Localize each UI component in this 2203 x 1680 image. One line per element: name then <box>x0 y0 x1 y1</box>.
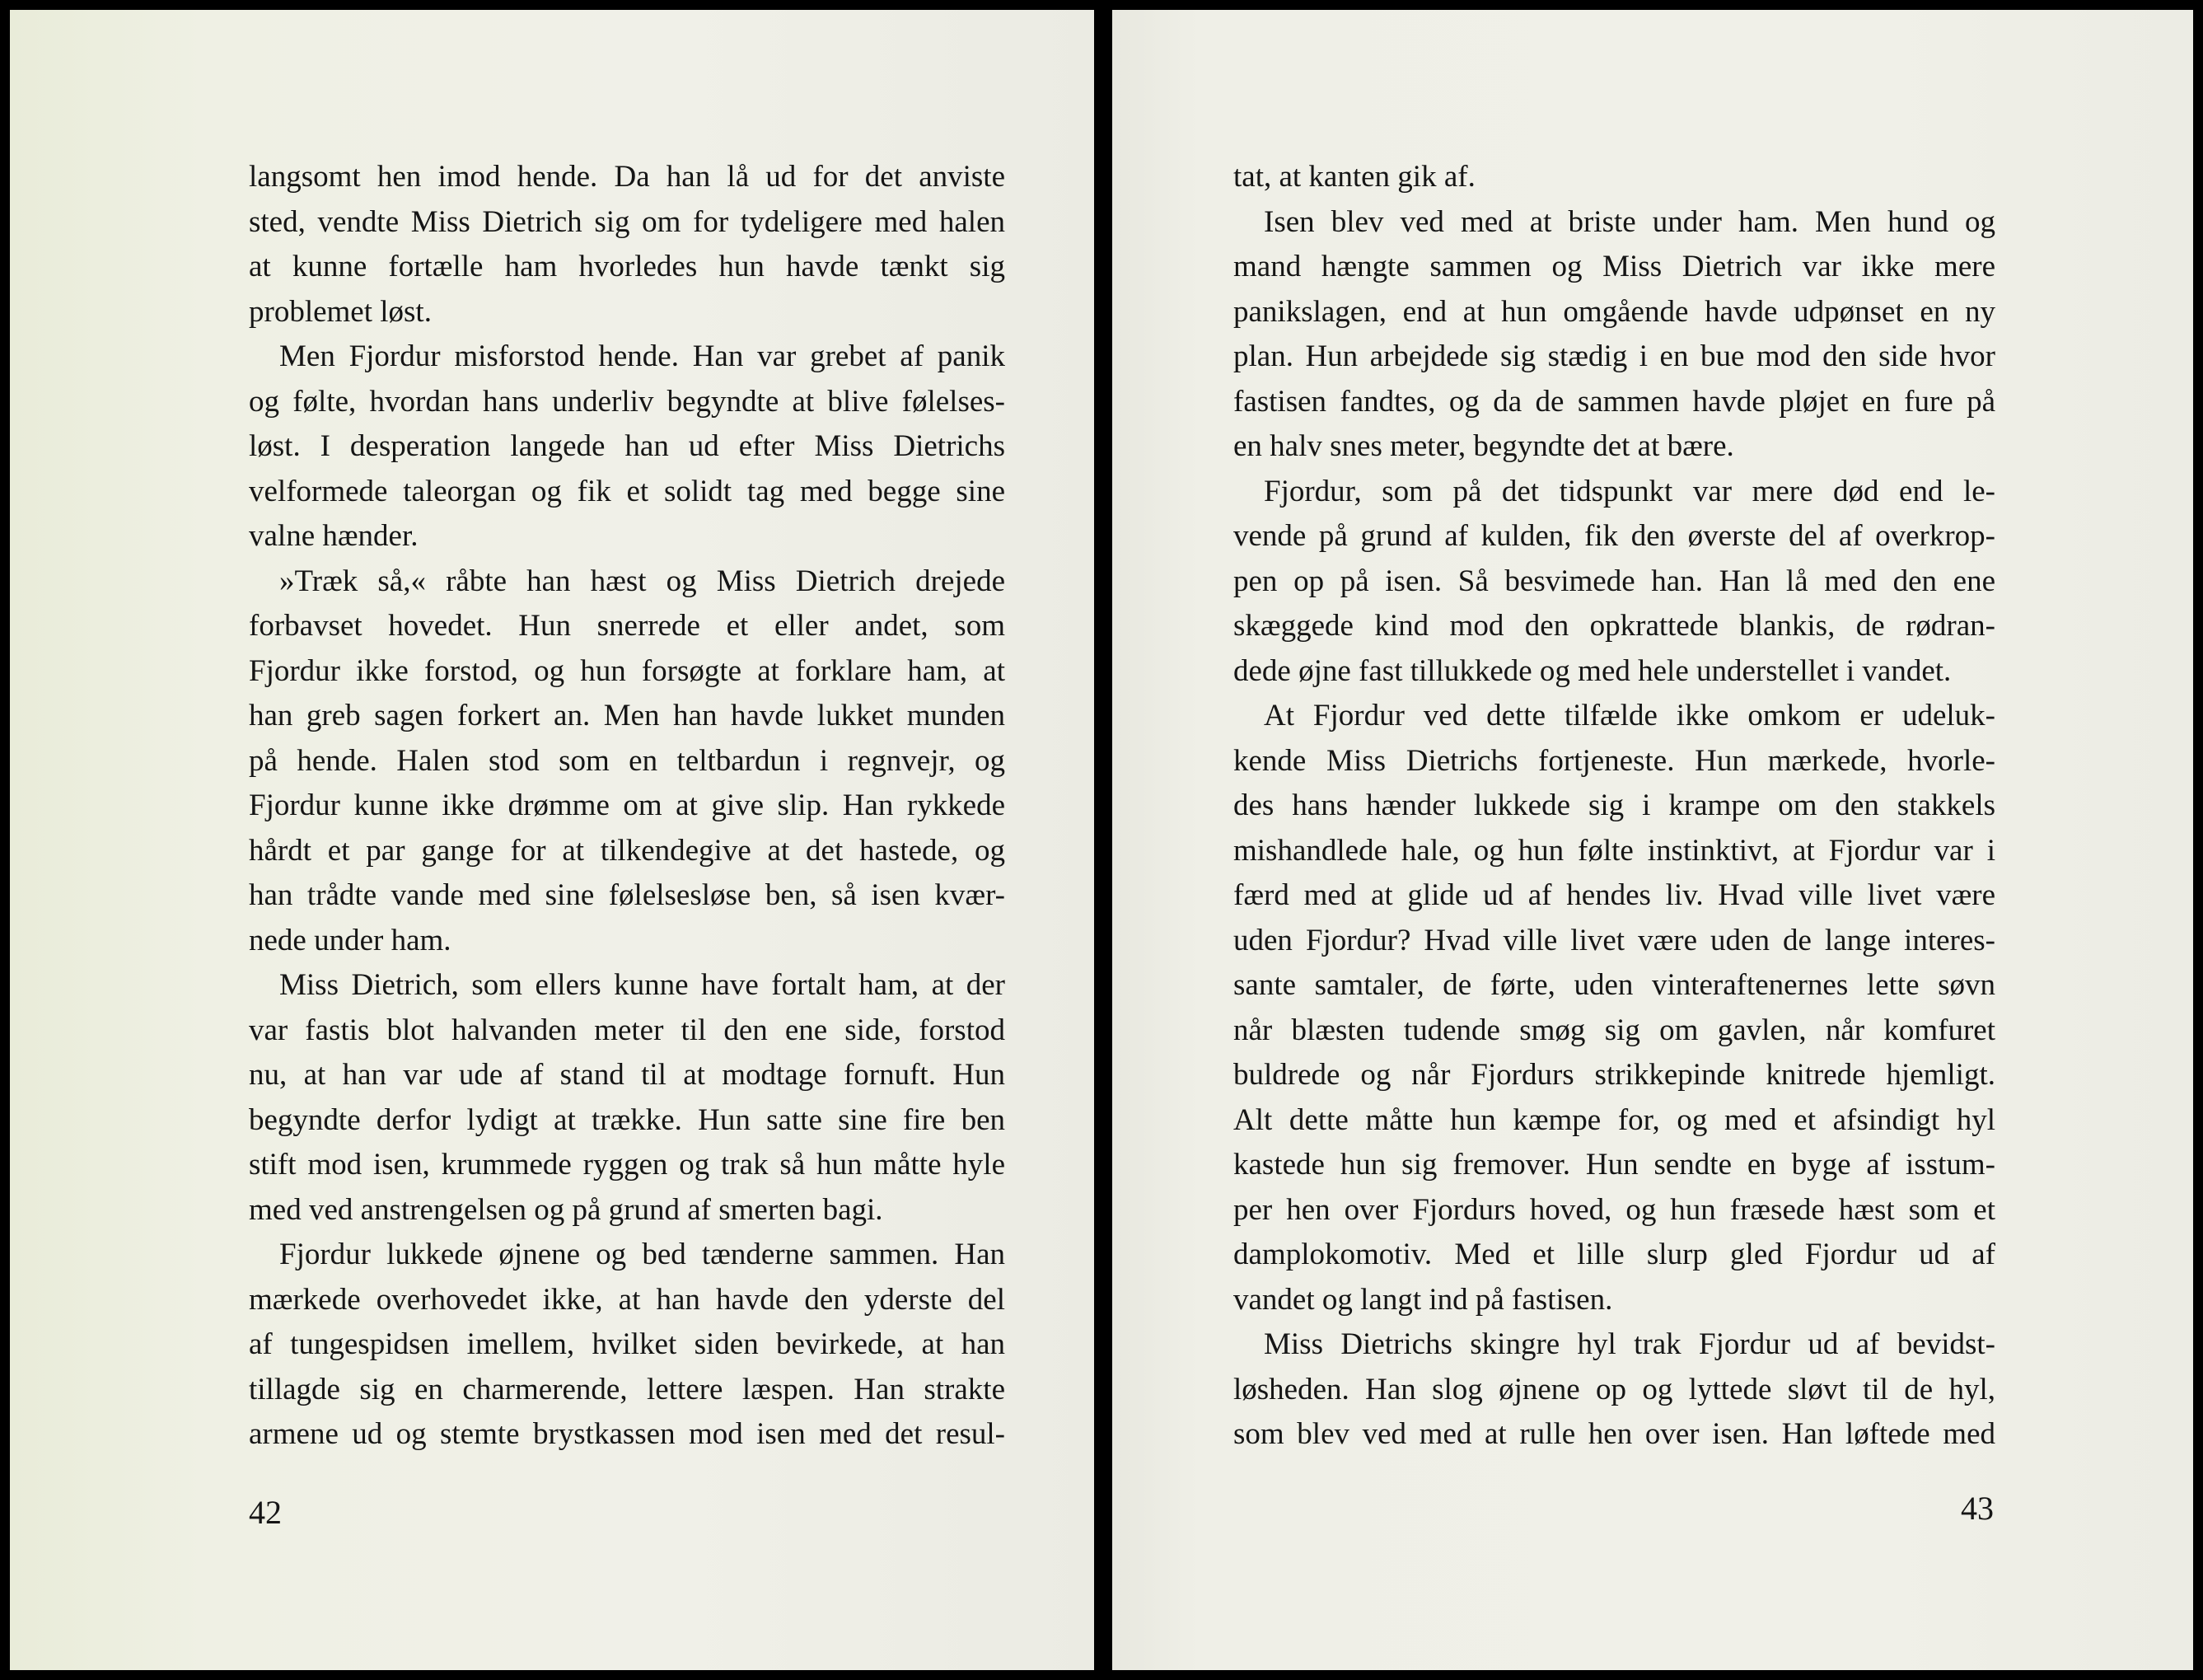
paragraph <box>1233 155 1995 200</box>
text-line: kastede hun sig fremover. Hun sendte en byge af isstum- <box>1233 1148 1995 1182</box>
text-line: problemet løst. <box>249 294 432 329</box>
text-line: damplokomotiv. Med et lille slurp gled Fjordur ud af <box>1233 1238 1995 1271</box>
text-line: vandet og langt ind på fastisen. <box>1233 1282 1613 1317</box>
text-line: en halv snes meter, begyndte det at bære. <box>1233 429 1734 463</box>
paragraph <box>249 559 1005 964</box>
text-line: nede under ham. <box>249 923 451 957</box>
text-line: løst. I desperation langede han ud efter Miss Dietrichs <box>249 429 1005 463</box>
text-line: Isen blev ved med at briste under ham. Men hund og <box>1264 204 1995 239</box>
text-line: på hende. Halen stod som en teltbardun i regnvejr, og <box>249 743 1005 778</box>
text-line: begyndte derfor lydigt at trække. Hun satte sine fire ben <box>249 1102 1005 1137</box>
text-line: uden Fjordur? Hvad ville livet være uden de lange interes- <box>1233 923 1995 957</box>
right-page-body <box>1233 155 1995 1458</box>
text-line: buldrede og når Fjordurs strikkepinde knitrede hjemligt. <box>1233 1058 1995 1092</box>
paragraph <box>249 155 1005 335</box>
text-line: stift mod isen, krummede ryggen og trak så hun måtte hyle <box>249 1148 1005 1182</box>
text-line: Fjordur ikke forstod, og hun forsøgte at forklare ham, at <box>249 653 1005 688</box>
text-line: med ved anstrengelsen og på grund af smerten bagi. <box>249 1192 883 1227</box>
text-line: Men Fjordur misforstod hende. Han var grebet af panik <box>279 339 1005 373</box>
text-line: plan. Hun arbejdede sig stædig i en bue mod den side hvor <box>1233 339 1995 373</box>
right-page-number: 43 <box>1961 1490 1994 1527</box>
text-line: valne hænder. <box>249 519 419 553</box>
text-line: langsomt hen imod hende. Da han lå ud for det anviste <box>249 160 1005 194</box>
paragraph <box>1233 200 1995 470</box>
text-line: vende på grund af kulden, fik den øverste del af overkrop- <box>1233 519 1995 553</box>
text-line: Fjordur lukkede øjnene og bed tænderne sammen. Han <box>279 1238 1005 1271</box>
text-line: Fjordur, som på det tidspunkt var mere død end le- <box>1264 474 1995 508</box>
text-line: dede øjne fast tillukkede og med hele understellet i vandet. <box>1233 653 1952 688</box>
text-line: sante samtaler, de førte, uden vinteraftenernes lette søvn <box>1233 968 1995 1002</box>
text-line: kende Miss Dietrichs fortjeneste. Hun mærkede, hvorle- <box>1233 743 1995 778</box>
text-line: nu, at han var ude af stand til at modtage fornuft. Hun <box>249 1058 1005 1092</box>
text-line: som blev ved med at rulle hen over isen. Han løftede med <box>1233 1417 1995 1451</box>
text-line: fastisen fandtes, og da de sammen havde pløjet en fure på <box>1233 384 1995 419</box>
left-page <box>10 10 1094 1670</box>
text-line: mærkede overhovedet ikke, at han havde den yderste del <box>249 1282 1005 1317</box>
left-page-number: 42 <box>249 1494 282 1531</box>
text-line: »Træk så,« råbte han hæst og Miss Dietrich drejede <box>279 564 1005 598</box>
text-line: var fastis blot halvanden meter til den ene side, forstod <box>249 1013 1005 1047</box>
text-line: skæggede kind mod den opkrattede blankis, de rødran- <box>1233 609 1995 643</box>
text-line: armene ud og stemte brystkassen mod isen med det resul- <box>249 1417 1005 1451</box>
text-line: des hans hænder lukkede sig i krampe om den stakkels <box>1233 789 1995 822</box>
paragraph <box>1233 1322 1995 1458</box>
text-line: sted, vendte Miss Dietrich sig om for tydeligere med halen <box>249 204 1005 239</box>
text-line: mand hængte sammen og Miss Dietrich var ikke mere <box>1233 250 1995 283</box>
text-line: Miss Dietrichs skingre hyl trak Fjordur ud af bevidst- <box>1264 1327 1995 1361</box>
text-line: Alt dette måtte hun kæmpe for, og med et afsindigt hyl <box>1233 1102 1995 1137</box>
text-line: når blæsten tudende smøg sig om gavlen, når komfuret <box>1233 1013 1995 1047</box>
text-line: løsheden. Han slog øjnene op og lyttede sløvt til de hyl, <box>1233 1372 1995 1406</box>
text-line: At Fjordur ved dette tilfælde ikke omkom er udeluk- <box>1264 699 1995 732</box>
text-line: forbavset hovedet. Hun snerrede et eller andet, som <box>249 609 1005 643</box>
paragraph <box>1233 694 1995 1322</box>
text-line: mishandlede hale, og hun følte instinktivt, at Fjordur var i <box>1233 833 1995 868</box>
text-line: og følte, hvordan hans underliv begyndte at blive følelses- <box>249 384 1005 419</box>
text-line: tillagde sig en charmerende, lettere læspen. Han strakte <box>249 1372 1005 1406</box>
paragraph <box>249 1233 1005 1458</box>
text-line: tat, at kanten gik af. <box>1233 160 1476 194</box>
text-line: per hen over Fjordurs hoved, og hun fræsede hæst som et <box>1233 1192 1995 1227</box>
text-line: pen op på isen. Så besvimede han. Han lå med den ene <box>1233 564 1995 598</box>
text-line: han trådte vande med sine følelsesløse ben, så isen kvær- <box>249 878 1005 912</box>
left-page-body <box>249 155 1005 1458</box>
text-line: velformede taleorgan og fik et solidt tag med begge sine <box>249 474 1005 508</box>
text-line: Miss Dietrich, som ellers kunne have fortalt ham, at der <box>279 968 1005 1002</box>
text-line: han greb sagen forkert an. Men han havde lukket munden <box>249 699 1005 732</box>
text-line: panikslagen, end at hun omgående havde udpønset en ny <box>1233 294 1995 329</box>
paragraph <box>1233 470 1995 695</box>
paragraph <box>249 963 1005 1233</box>
text-line: at kunne fortælle ham hvorledes hun havde tænkt sig <box>249 250 1005 283</box>
text-line: færd med at glide ud af hendes liv. Hvad ville livet være <box>1233 878 1995 912</box>
text-line: Fjordur kunne ikke drømme om at give slip. Han rykkede <box>249 789 1005 822</box>
right-page <box>1112 10 2193 1670</box>
text-line: hårdt et par gange for at tilkendegive at det hastede, og <box>249 833 1005 868</box>
text-line: af tungespidsen imellem, hvilket siden bevirkede, at han <box>249 1327 1005 1361</box>
paragraph <box>249 335 1005 559</box>
